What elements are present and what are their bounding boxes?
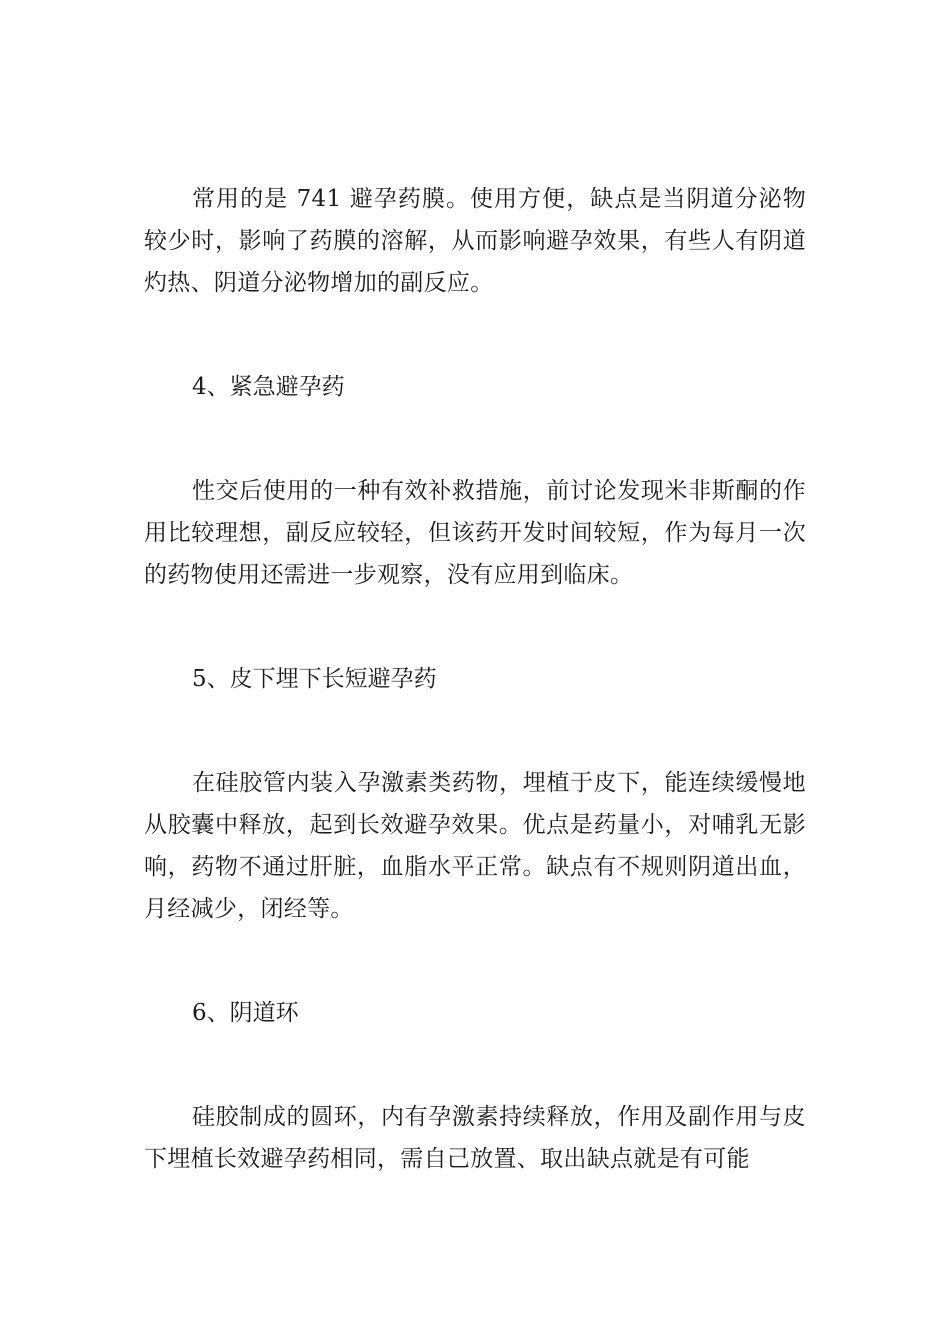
document-body [144, 178, 806, 1180]
spacer [144, 930, 806, 992]
heading-subdermal-implant: 5、皮下埋下长短避孕药 [192, 666, 437, 692]
heading-emergency-contraceptive: 4、紧急避孕药 [192, 374, 345, 400]
spacer [144, 304, 806, 366]
paragraph-vaginal-ring: 硅胶制成的圆环，内有孕激素持续释放，作用及副作用与皮下埋植长效避孕药相同，需自己放置、取出缺点就是有可能 [144, 1104, 806, 1172]
spacer [144, 700, 806, 762]
paragraph-subdermal-implant: 在硅胶管内装入孕激素类药物，埋植于皮下，能连续缓慢地从胶囊中释放，起到长效避孕效果。优点是药量小，对哺乳无影响，药物不通过肝脏，血脂水平正常。缺点有不规则阴道出血，月经减少，闭经等。 [144, 770, 806, 922]
spacer [144, 1034, 806, 1096]
heading-vaginal-ring: 6、阴道环 [192, 1000, 299, 1026]
spacer [144, 596, 806, 658]
paragraph-741-film: 常用的是 741 避孕药膜。使用方便，缺点是当阴道分泌物较少时，影响了药膜的溶解，从而影响避孕效果，有些人有阴道灼热、阴道分泌物增加的副反应。 [144, 186, 806, 296]
spacer [144, 408, 806, 470]
paragraph-emergency-contraceptive: 性交后使用的一种有效补救措施，前讨论发现米非斯酮的作用比较理想，副反应较轻，但该药开发时间较短，作为每月一次的药物使用还需进一步观察，没有应用到临床。 [144, 478, 806, 588]
